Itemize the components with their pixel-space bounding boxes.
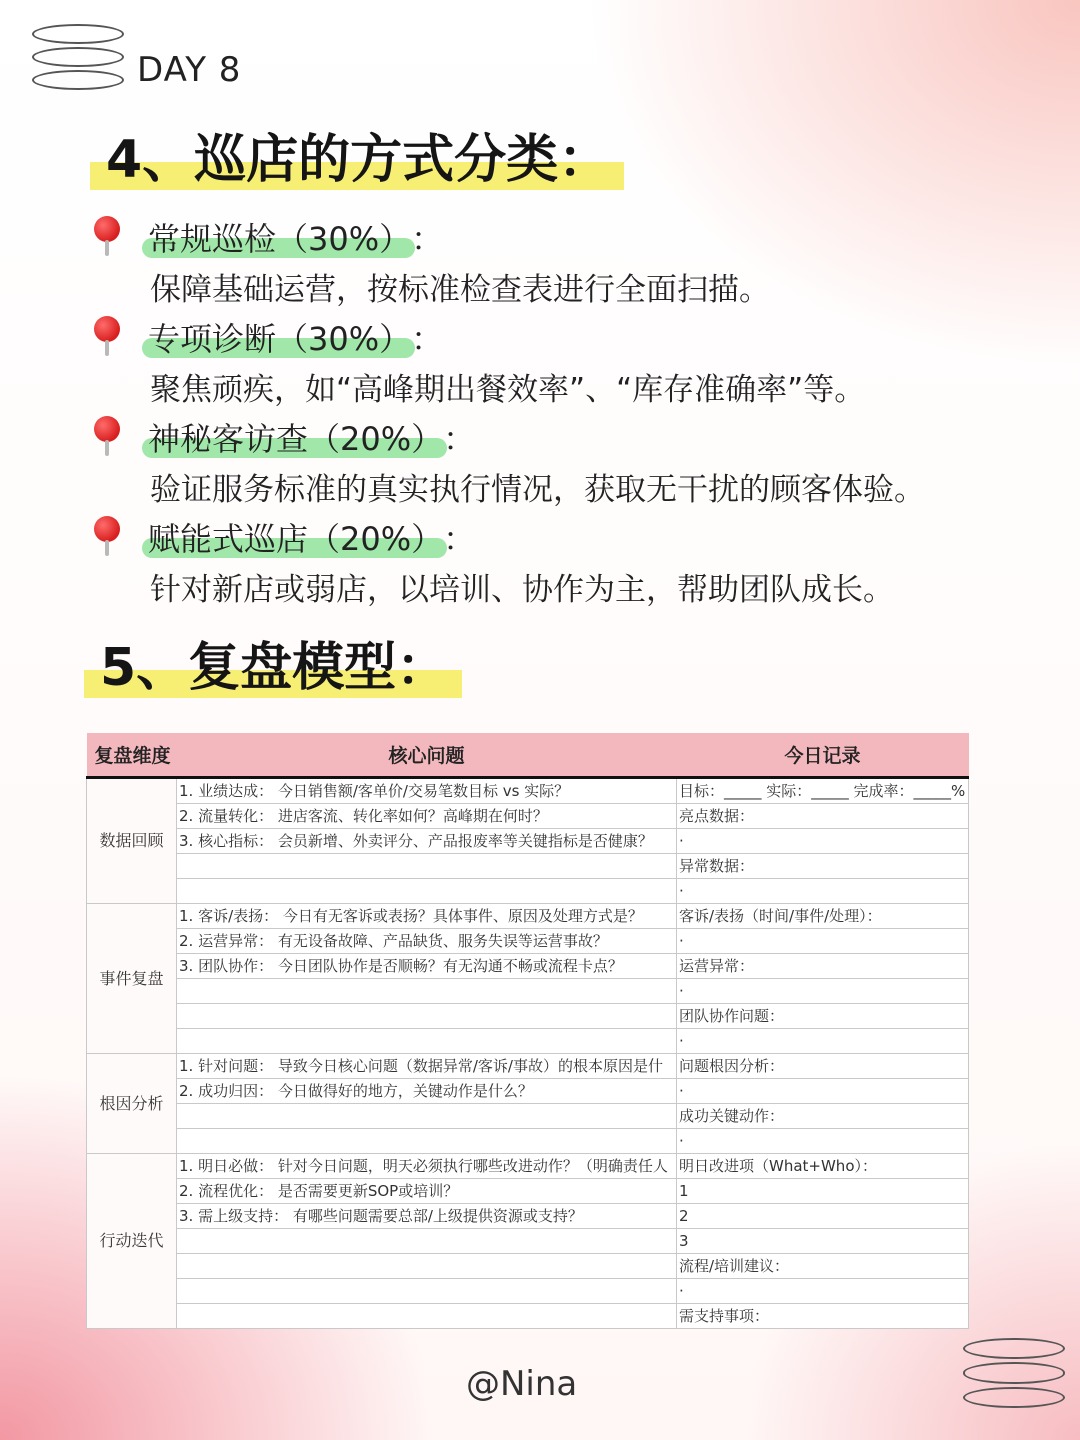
- question-cell: 2. 流量转化： 进店客流、转化率如何？高峰期在何时？: [177, 804, 677, 829]
- record-cell[interactable]: 团队协作问题：: [677, 1004, 969, 1029]
- question-cell: 1. 明日必做： 针对今日问题，明天必须执行哪些改进动作？（明确责任人: [177, 1154, 677, 1179]
- table-row: [87, 1304, 969, 1329]
- method-heading: [148, 314, 443, 360]
- question-cell: 2. 流程优化： 是否需要更新SOP或培训？: [177, 1179, 677, 1204]
- method-colon: ：: [443, 520, 476, 558]
- table-row: [87, 1179, 969, 1204]
- record-cell[interactable]: 1: [677, 1179, 969, 1204]
- method-name: 专项诊断（30%）: [148, 314, 411, 360]
- question-cell: 1. 业绩达成： 今日销售额/客单价/交易笔数目标 vs 实际？: [177, 778, 677, 804]
- decorative-rings-icon: [32, 24, 120, 86]
- record-cell[interactable]: 亮点数据：: [677, 804, 969, 829]
- record-cell[interactable]: 问题根因分析：: [677, 1054, 969, 1079]
- record-cell[interactable]: 流程/培训建议：: [677, 1254, 969, 1279]
- table-row: [87, 1204, 969, 1229]
- table-row: [87, 1104, 969, 1129]
- record-cell[interactable]: 需支持事项：: [677, 1304, 969, 1329]
- question-cell: 2. 成功归因： 今日做得好的地方，关键动作是什么？: [177, 1079, 677, 1104]
- question-cell: [177, 1029, 677, 1054]
- question-cell: [177, 854, 677, 879]
- pushpin-icon: [92, 316, 122, 358]
- record-cell[interactable]: ·: [677, 829, 969, 854]
- table-row: [87, 804, 969, 829]
- decorative-rings-icon: [963, 1338, 1061, 1404]
- question-cell: [177, 1104, 677, 1129]
- record-cell[interactable]: ·: [677, 1129, 969, 1154]
- table-row: [87, 1229, 969, 1254]
- dimension-cell: 数据回顾: [87, 778, 177, 904]
- table-row: [87, 1029, 969, 1054]
- method-heading: [148, 414, 475, 460]
- table-row: [87, 1254, 969, 1279]
- record-cell[interactable]: 成功关键动作：: [677, 1104, 969, 1129]
- method-heading: [148, 514, 475, 560]
- record-cell[interactable]: 明日改进项（What+Who）：: [677, 1154, 969, 1179]
- table-row: [87, 778, 969, 804]
- method-colon: ：: [443, 420, 476, 458]
- record-cell[interactable]: ·: [677, 1029, 969, 1054]
- table-row: [87, 954, 969, 979]
- table-row: [87, 829, 969, 854]
- question-cell: [177, 1279, 677, 1304]
- question-cell: 3. 需上级支持： 有哪些问题需要总部/上级提供资源或支持？: [177, 1204, 677, 1229]
- method-description: 针对新店或弱店，以培训、协作为主，帮助团队成长。: [150, 572, 894, 608]
- record-cell[interactable]: ·: [677, 1079, 969, 1104]
- method-colon: ：: [411, 320, 444, 358]
- method-description: 验证服务标准的真实执行情况，获取无干扰的顾客体验。: [150, 472, 925, 508]
- record-cell[interactable]: ·: [677, 979, 969, 1004]
- dimension-cell: 行动迭代: [87, 1154, 177, 1329]
- table-row: [87, 1004, 969, 1029]
- question-cell: [177, 1254, 677, 1279]
- question-cell: [177, 1129, 677, 1154]
- question-cell: [177, 1304, 677, 1329]
- question-cell: 2. 运营异常： 有无设备故障、产品缺货、服务失误等运营事故？: [177, 929, 677, 954]
- header-dimension: 复盘维度: [87, 733, 177, 778]
- table-row: [87, 929, 969, 954]
- pushpin-icon: [92, 516, 122, 558]
- header-core-question: 核心问题: [177, 733, 677, 778]
- table-row: [87, 879, 969, 904]
- record-cell[interactable]: 客诉/表扬（时间/事件/处理）：: [677, 904, 969, 929]
- record-cell[interactable]: ·: [677, 879, 969, 904]
- question-cell: 1. 客诉/表扬： 今日有无客诉或表扬？具体事件、原因及处理方式是？: [177, 904, 677, 929]
- question-cell: [177, 979, 677, 1004]
- table-row: [87, 1129, 969, 1154]
- record-cell[interactable]: 运营异常：: [677, 954, 969, 979]
- record-cell[interactable]: 异常数据：: [677, 854, 969, 879]
- table-row: [87, 854, 969, 879]
- author-handle: @Nina: [466, 1364, 578, 1404]
- record-cell[interactable]: 3: [677, 1229, 969, 1254]
- question-cell: 3. 核心指标： 会员新增、外卖评分、产品报废率等关键指标是否健康？: [177, 829, 677, 854]
- table-row: [87, 904, 969, 929]
- record-cell[interactable]: 2: [677, 1204, 969, 1229]
- pushpin-icon: [92, 216, 122, 258]
- question-cell: [177, 1004, 677, 1029]
- dimension-cell: 根因分析: [87, 1054, 177, 1154]
- method-colon: ：: [411, 220, 444, 258]
- dimension-cell: 事件复盘: [87, 904, 177, 1054]
- question-cell: [177, 1229, 677, 1254]
- record-cell[interactable]: ·: [677, 1279, 969, 1304]
- method-description: 聚焦顽疾，如“高峰期出餐效率”、“库存准确率”等。: [150, 372, 866, 408]
- review-model-table: [86, 733, 968, 1329]
- table-header-row: [87, 733, 969, 778]
- table-row: [87, 1154, 969, 1179]
- section-title-5: 5、复盘模型：: [100, 642, 448, 694]
- question-cell: 1. 针对问题： 导致今日核心问题（数据异常/客诉/事故）的根本原因是什: [177, 1054, 677, 1079]
- record-cell[interactable]: 目标：_____ 实际：_____ 完成率：_____%: [677, 778, 969, 804]
- method-description: 保障基础运营，按标准检查表进行全面扫描。: [150, 272, 770, 308]
- method-name: 神秘客访查（20%）: [148, 414, 443, 460]
- question-cell: [177, 879, 677, 904]
- question-cell: 3. 团队协作： 今日团队协作是否顺畅？有无沟通不畅或流程卡点？: [177, 954, 677, 979]
- section-title-4: 4、巡店的方式分类：: [106, 134, 610, 186]
- table-row: [87, 979, 969, 1004]
- pushpin-icon: [92, 416, 122, 458]
- day-label: DAY 8: [137, 50, 242, 90]
- method-heading: [148, 214, 443, 260]
- table-row: [87, 1054, 969, 1079]
- table-row: [87, 1079, 969, 1104]
- method-name: 常规巡检（30%）: [148, 214, 411, 260]
- table-row: [87, 1279, 969, 1304]
- header-today-record: 今日记录: [677, 733, 969, 778]
- method-name: 赋能式巡店（20%）: [148, 514, 443, 560]
- record-cell[interactable]: ·: [677, 929, 969, 954]
